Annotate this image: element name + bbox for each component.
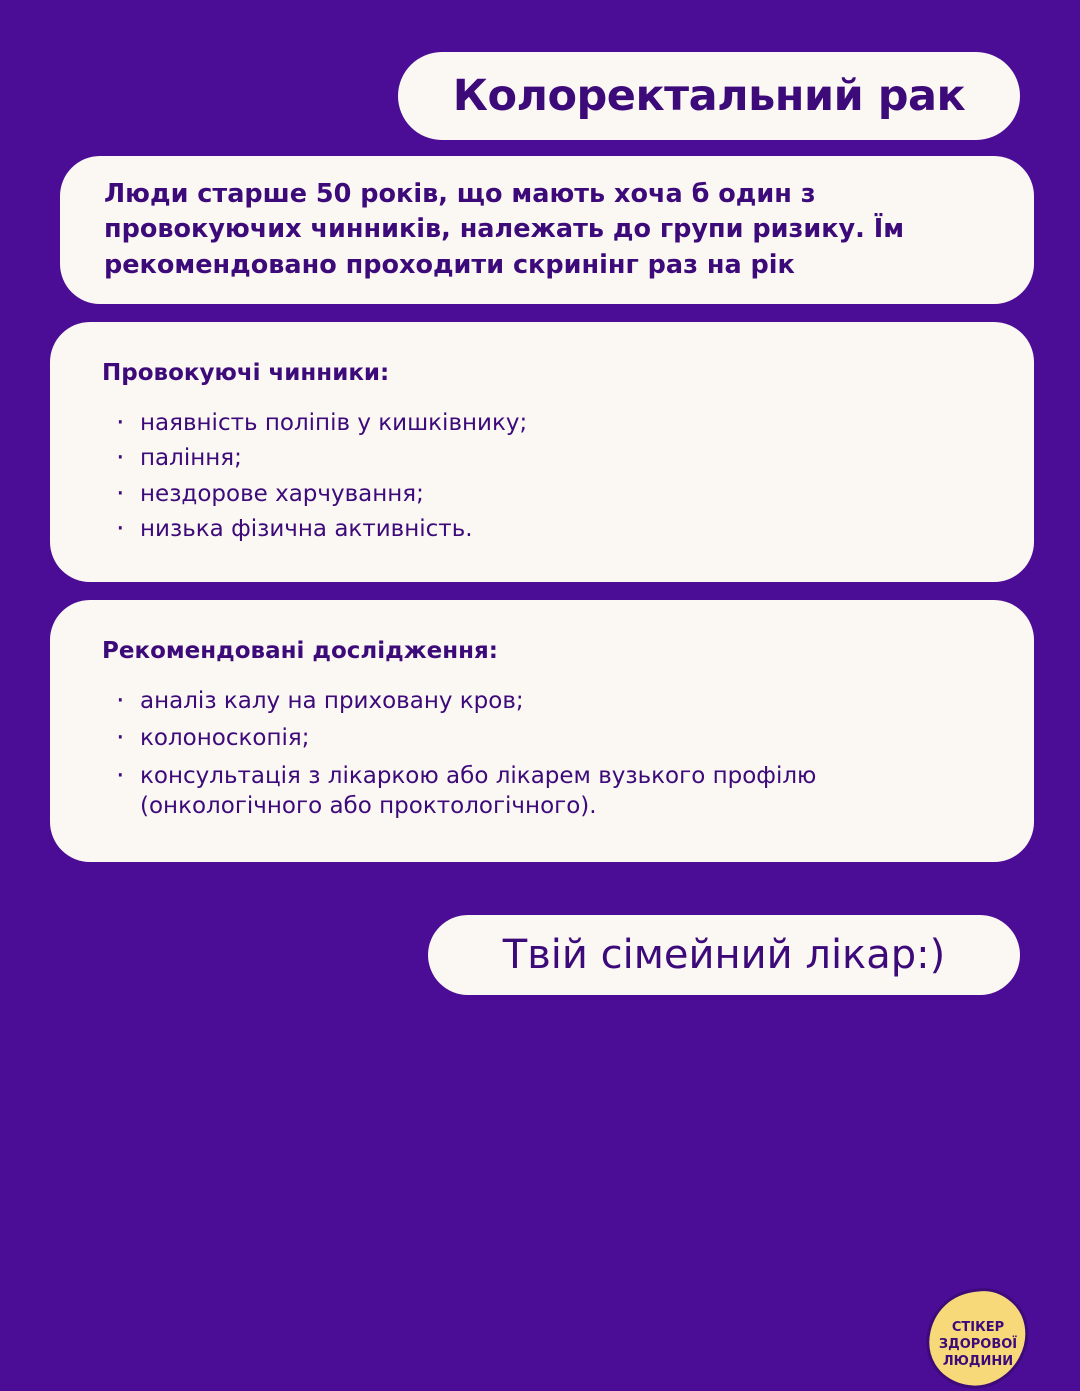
list-item: · низька фізична активність. [108,514,982,544]
list-item: · колоноскопія; [108,723,982,753]
recommended-research-list [102,686,982,821]
footer-card [428,915,1020,995]
list-item: · консультація з лікаркою або лікарем вузького профілю (онкологічного або проктологічного). [108,761,982,822]
risk-factors-card [50,322,1034,582]
footer-text: Твій сімейний лікар:) [502,932,946,978]
list-item: · паління; [108,443,982,473]
risk-factors-heading: Провокуючі чинники: [102,360,390,386]
sticker-line-1: СТІКЕР [951,1320,1005,1335]
risk-factors-list [102,408,982,544]
sticker-line-2: ЗДОРОВОЇ [938,1337,1018,1352]
list-item: · нездорове харчування; [108,479,982,509]
list-item: · аналіз калу на приховану кров; [108,686,982,716]
sticker-line-3: ЛЮДИНИ [942,1354,1014,1369]
list-item: · наявність поліпів у кишківнику; [108,408,982,438]
healthy-person-sticker-icon [922,1287,1034,1391]
page-title: Колоректальний рак [452,71,966,121]
recommended-research-heading: Рекомендовані дослідження: [102,638,498,664]
intro-text: Люди старше 50 років, що мають хоча б один з провокуючих чинників, належать до групи ризику. Їм рекомендовано проходити скринінг раз на рік [104,179,905,280]
title-card [398,52,1020,140]
intro-card [60,156,1034,304]
